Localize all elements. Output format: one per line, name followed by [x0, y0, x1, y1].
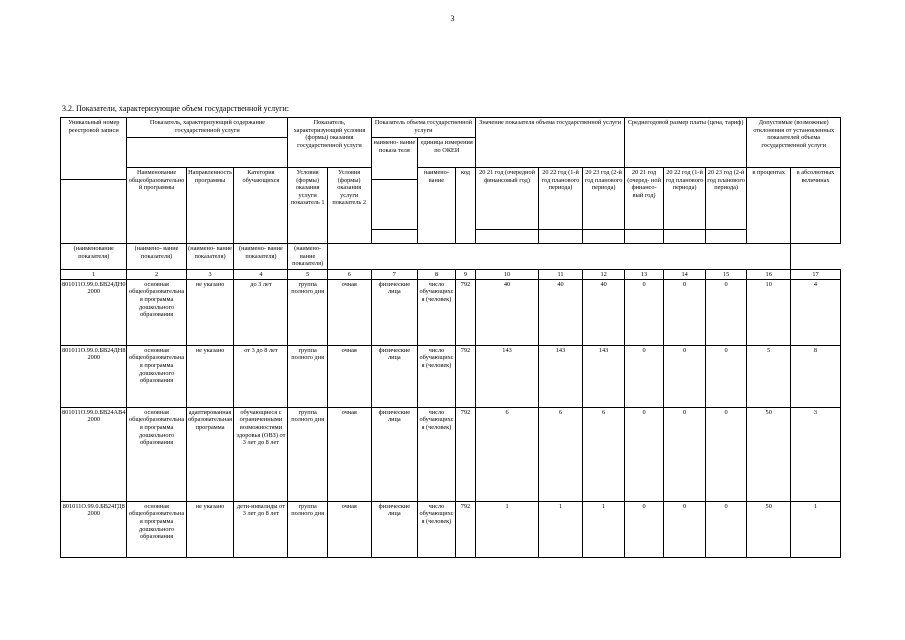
table-cell: от 3 до 8 лет	[234, 345, 288, 407]
header-deviation-group: Допустимые (возможные) отклонения от установленных показателей объема государственной услуги	[747, 118, 841, 168]
header-year-plan1-f: 20 22 год (1-й год планового периода)	[664, 168, 706, 230]
table-cell: 3	[791, 407, 841, 501]
table-cell: 143	[538, 345, 583, 407]
column-number: 10	[476, 269, 538, 279]
table-cell: физические лица	[371, 345, 418, 407]
column-number: 12	[583, 269, 625, 279]
table-cell: 0	[624, 501, 663, 557]
header-sub-name: (наименование показателя)	[61, 244, 127, 270]
table-cell: обучающиеся с ограниченными возможностями здоровья (ОВЗ) от 3 лет до 8 лет	[234, 407, 288, 501]
header-year-spacer-3	[538, 230, 583, 244]
header-avg-fee-group: Среднегодовой размер платы (цена, тариф)	[624, 118, 747, 168]
header-year-spacer-1	[371, 230, 418, 244]
column-number: 7	[371, 269, 418, 279]
volume-indicators-table	[60, 117, 841, 558]
table-cell: 143	[476, 345, 538, 407]
table-cell: число обучающихся (человек)	[418, 407, 455, 501]
column-number: 2	[127, 269, 186, 279]
table-cell: 0	[664, 345, 706, 407]
table-cell: до 3 лет	[234, 279, 288, 345]
header-content-group: Показатель, характеризующий содержание государственной услуги	[127, 118, 288, 138]
header-year-plan2-f: 20 23 год (2-й год планового периода)	[705, 168, 747, 230]
table-cell: 40	[538, 279, 583, 345]
table-row	[61, 345, 841, 407]
table-cell: 0	[705, 345, 747, 407]
table-cell: не указано	[186, 501, 234, 557]
header-indicator-spacer	[61, 180, 127, 244]
column-number: 15	[705, 269, 747, 279]
table-cell: 0	[664, 407, 706, 501]
header-unit-code: код	[455, 168, 476, 244]
header-registry-number: Уникальный номер реестровой записи	[61, 118, 127, 180]
header-year-spacer-5	[624, 230, 663, 244]
registry-number-cell: 801011О.99.0.БВ24ГД82000	[61, 501, 127, 557]
table-cell: 0	[705, 501, 747, 557]
table-cell: 8	[791, 345, 841, 407]
header-sub-c2: (наимено- вание показателя)	[127, 244, 186, 270]
header-volume-value-group: Значение показателя объема государственной услуги	[476, 118, 625, 168]
table-cell: группа полного дня	[288, 407, 327, 501]
header-dev-percent: в процентах	[747, 168, 791, 244]
header-year-plan1-v: 20 22 год (1-й год планового периода)	[538, 168, 583, 230]
table-cell: 0	[624, 345, 663, 407]
header-u2: Условия (формы) оказания услуги показатель 2	[327, 168, 371, 244]
table-row	[61, 407, 841, 501]
section-title: 3.2. Показатели, характеризующие объем государственной услуги:	[62, 104, 289, 113]
table-cell: 5	[747, 345, 791, 407]
table-cell: число обучающихся (человек)	[418, 501, 455, 557]
table-cell: группа полного дня	[288, 279, 327, 345]
header-sub-c3: (наимено- вание показателя)	[186, 244, 234, 270]
table-cell: 6	[476, 407, 538, 501]
header-c1: Наименование общеобразовательной программы	[127, 168, 186, 244]
table-row	[61, 501, 841, 557]
table-cell: число обучающихся (человек)	[418, 345, 455, 407]
table-cell: основная общеобразовательная программа дошкольного образования	[127, 407, 186, 501]
header-c2: Направленность программы	[186, 168, 234, 244]
table-cell: 0	[705, 407, 747, 501]
header-year-spacer-4	[583, 230, 625, 244]
table-cell: физические лица	[371, 407, 418, 501]
table-cell: дети-инвалиды от 3 лет до 8 лет	[234, 501, 288, 557]
header-year-current-v: 20 21 год (очередной финансовый год)	[476, 168, 538, 230]
table-cell: 792	[455, 345, 476, 407]
table-cell: 50	[747, 407, 791, 501]
table-cell: 10	[747, 279, 791, 345]
column-number: 8	[418, 269, 455, 279]
header-unit-okei: единица измерения по ОКЕИ	[418, 138, 476, 168]
column-number: 1	[61, 269, 127, 279]
table-cell: 50	[747, 501, 791, 557]
table-cell: основная общеобразовательная программа дошкольного образования	[127, 345, 186, 407]
table-cell: группа полного дня	[288, 501, 327, 557]
registry-number-cell: 801011О.99.0.БВ24АВ42000	[61, 407, 127, 501]
header-volume-group: Показатель объема государственной услуги	[371, 118, 476, 138]
header-year-plan2-v: 20 23 год (2-й год планового периода)	[583, 168, 625, 230]
header-year-spacer-6	[664, 230, 706, 244]
table-cell: не указано	[186, 279, 234, 345]
page-number: 3	[450, 14, 455, 23]
column-number: 17	[791, 269, 841, 279]
table-cell: группа полного дня	[288, 345, 327, 407]
table-cell: очная	[327, 345, 371, 407]
column-number: 16	[747, 269, 791, 279]
column-number: 4	[234, 269, 288, 279]
table-cell: 0	[624, 407, 663, 501]
column-number: 5	[288, 269, 327, 279]
table-cell: основная общеобразовательная программа дошкольного образования	[127, 279, 186, 345]
registry-number-cell: 801011О.99.0.БВ24ДН82000	[61, 345, 127, 407]
table-cell: 6	[538, 407, 583, 501]
table-cell: физические лица	[371, 279, 418, 345]
table-row	[61, 279, 841, 345]
table-cell: физические лица	[371, 501, 418, 557]
table-cell: очная	[327, 501, 371, 557]
table-cell: 1	[791, 501, 841, 557]
table-cell: очная	[327, 279, 371, 345]
table-cell: 0	[705, 279, 747, 345]
header-sub-spacer	[327, 244, 790, 270]
table-cell: 792	[455, 279, 476, 345]
column-number: 11	[538, 269, 583, 279]
column-number: 14	[664, 269, 706, 279]
column-numbers-row	[61, 269, 841, 279]
header-unit-name: наимено- вание	[418, 168, 455, 244]
table-cell: 40	[476, 279, 538, 345]
table-cell: 0	[664, 279, 706, 345]
table-cell: очная	[327, 407, 371, 501]
table-cell: не указано	[186, 345, 234, 407]
table-cell: 40	[583, 279, 625, 345]
table-cell: 792	[455, 501, 476, 557]
table-cell: число обучающихся (человек)	[418, 279, 455, 345]
header-dev-absolute: в абсолютных величинах	[791, 168, 841, 244]
table-cell: 1	[476, 501, 538, 557]
table-cell: 143	[583, 345, 625, 407]
table-cell: 6	[583, 407, 625, 501]
table-cell: 792	[455, 407, 476, 501]
header-c3: Категория обучающихся	[234, 168, 288, 244]
table-cell: основная общеобразовательная программа дошкольного образования	[127, 501, 186, 557]
header-sub-u2: (наимено- вание показателя)	[288, 244, 327, 270]
table-cell: 0	[664, 501, 706, 557]
header-u1: Условия (формы) оказания услуги показатель 1	[288, 168, 327, 244]
header-conditions-group: Показатель, характеризующий условия (формы) оказания государственной услуги	[288, 118, 371, 168]
header-sub-u1: (наимено- вание показателя)	[234, 244, 288, 270]
table-cell: 1	[538, 501, 583, 557]
header-content-spacer	[127, 138, 288, 168]
header-indicator-name: наимено- вание показа теля	[371, 138, 418, 180]
column-number: 6	[327, 269, 371, 279]
column-number: 3	[186, 269, 234, 279]
header-year-spacer-2	[476, 230, 538, 244]
table-cell: 4	[791, 279, 841, 345]
table-cell: адаптированная образовательная программа	[186, 407, 234, 501]
header-year-current-f: 20 21 год (очеред- ной финансо- вый год)	[624, 168, 663, 230]
registry-number-cell: 801011О.99.0.БВ24ДН02000	[61, 279, 127, 345]
table-cell: 0	[624, 279, 663, 345]
table-cell: 1	[583, 501, 625, 557]
column-number: 13	[624, 269, 663, 279]
column-number: 9	[455, 269, 476, 279]
